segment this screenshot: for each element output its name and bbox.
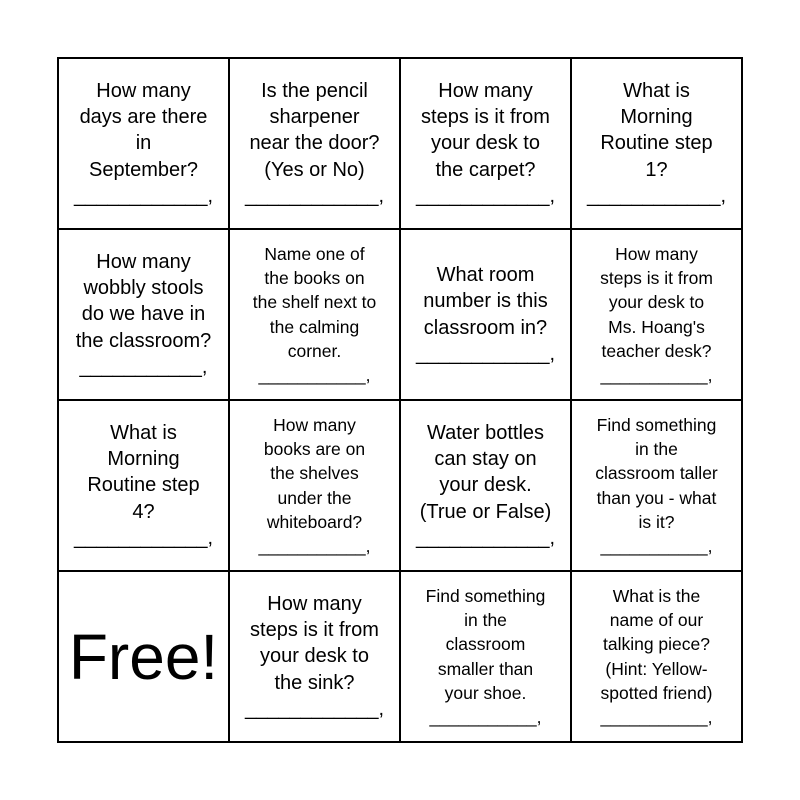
bingo-cell-r4c3[interactable]	[400, 571, 571, 742]
bingo-cell-r3c1[interactable]	[58, 400, 229, 571]
bingo-cell-r4c4[interactable]	[571, 571, 742, 742]
bingo-cell-r1c3[interactable]	[400, 58, 571, 229]
cell-text: How many wobbly stools do we have in the classroom? ___________,	[75, 250, 212, 379]
bingo-cell-r1c2[interactable]	[229, 58, 400, 229]
bingo-cell-r3c3[interactable]	[400, 400, 571, 571]
cell-text: What is Morning Routine step 4? ____________,	[73, 421, 214, 550]
bingo-cell-r3c4[interactable]	[571, 400, 742, 571]
bingo-cell-r1c1[interactable]	[58, 58, 229, 229]
cell-text: Is the pencil sharpener near the door? (Yes or No) ____________,	[244, 79, 385, 208]
cell-text: Water bottles can stay on your desk. (True or False) ____________,	[415, 421, 556, 550]
bingo-cell-free[interactable]	[58, 571, 229, 742]
bingo-cell-r2c3[interactable]	[400, 229, 571, 400]
bingo-cell-r4c2[interactable]	[229, 571, 400, 742]
bingo-cell-r3c2[interactable]	[229, 400, 400, 571]
cell-text: How many steps is it from your desk to Ms. Hoang's teacher desk? ___________,	[600, 244, 713, 385]
cell-text: How many steps is it from your desk to the sink? ____________,	[244, 592, 385, 721]
bingo-cell-r1c4[interactable]	[571, 58, 742, 229]
cell-text: How many days are there in September? ____________,	[73, 79, 214, 208]
cell-text: How many steps is it from your desk to the carpet? ____________,	[415, 79, 556, 208]
bingo-cell-r2c1[interactable]	[58, 229, 229, 400]
bingo-board	[57, 57, 743, 743]
cell-text: How many books are on the shelves under the whiteboard? ___________,	[258, 415, 371, 556]
cell-text: What room number is this classroom in? ____________,	[415, 263, 556, 365]
cell-text: What is Morning Routine step 1? ____________,	[586, 79, 727, 208]
bingo-cell-r2c2[interactable]	[229, 229, 400, 400]
bingo-cell-r2c4[interactable]	[571, 229, 742, 400]
cell-text: Name one of the books on the shelf next to the calming corner. ___________,	[252, 244, 377, 385]
cell-text: Find something in the classroom taller than you - what is it? ___________,	[595, 415, 718, 556]
cell-text: Find something in the classroom smaller than your shoe. ___________,	[425, 586, 546, 727]
cell-text: What is the name of our talking piece? (Hint: Yellow- spotted friend) ___________,	[600, 586, 713, 727]
free-space-label: Free!	[68, 620, 219, 693]
